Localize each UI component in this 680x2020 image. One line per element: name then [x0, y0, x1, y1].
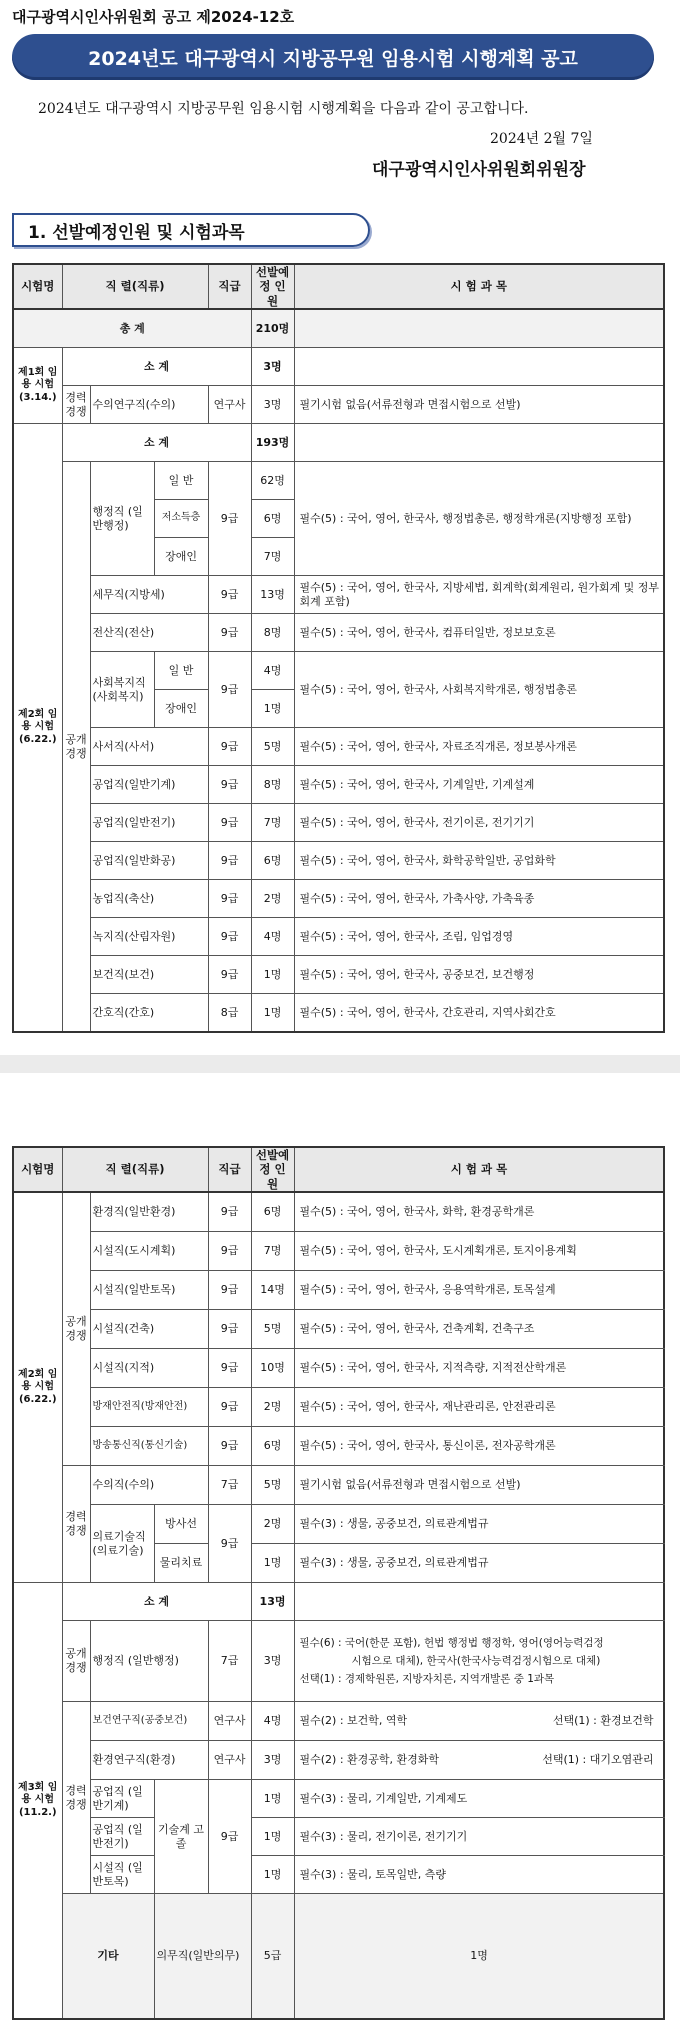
- col-subjects-header: 시 험 과 목: [294, 1147, 664, 1192]
- row-position: 방송통신직(통신기술): [90, 1427, 208, 1466]
- table-row: [13, 728, 664, 766]
- tech-subjects: 필수(3) : 물리, 기계일반, 기계제도: [294, 1780, 664, 1818]
- row-grade: 9급: [208, 1271, 251, 1310]
- exam3-subtotal-label: 소 계: [62, 1583, 251, 1621]
- health-research-position: 보건연구직(공중보건): [90, 1702, 208, 1741]
- row-position: 녹지직(산림자원): [90, 918, 208, 956]
- tech-qualification: 기술계 고 졸: [154, 1780, 208, 1894]
- admin-count-disabled: 7명: [251, 538, 294, 576]
- table-row: [13, 386, 664, 424]
- row-count: 1명: [251, 994, 294, 1033]
- row-position: 농업직(축산): [90, 880, 208, 918]
- row-grade: 9급: [208, 1232, 251, 1271]
- other-position: 의무직(일반의무): [154, 1894, 251, 2019]
- total-label: 총 계: [13, 309, 251, 348]
- welfare-position: 사회복지직 (사회복지): [90, 652, 154, 728]
- table-row: [13, 1621, 664, 1702]
- row-count: 4명: [251, 918, 294, 956]
- col-position-header: 직 렬(직류): [62, 264, 208, 309]
- exam3-subtotal-empty: [294, 1583, 664, 1621]
- env-research-subjects: [294, 1741, 664, 1780]
- col-grade-header: 직급: [208, 264, 251, 309]
- row-grade: 9급: [208, 766, 251, 804]
- admin-count-general: 62명: [251, 462, 294, 500]
- page-separator: [0, 1055, 680, 1073]
- col-count-header: 선발예정 인 원: [251, 264, 294, 309]
- exam3-admin-grade: 7급: [208, 1621, 251, 1702]
- row-count: 5명: [251, 728, 294, 766]
- row-position: 시설직(일반토목): [90, 1271, 208, 1310]
- exam2-name-p2: 제2회 임용 시험 (6.22.): [13, 1192, 62, 1583]
- computer-position: 전산직(전산): [90, 614, 208, 652]
- table-header-row: [13, 1147, 664, 1192]
- row-subjects: 필수(5) : 국어, 영어, 한국사, 간호관리, 지역사회간호: [294, 994, 664, 1033]
- table-row: [13, 652, 664, 690]
- exam1-subjects: 필기시험 없음(서류전형과 면접시험으로 선발): [294, 386, 664, 424]
- tech-count: 1명: [251, 1856, 294, 1894]
- col-position-header: 직 렬(직류): [62, 1147, 208, 1192]
- row-grade: 9급: [208, 1310, 251, 1349]
- col-count-header: 선발예정 인 원: [251, 1147, 294, 1192]
- admin-sub-disabled: 장애인: [154, 538, 208, 576]
- exam2-subtotal: 193명: [251, 424, 294, 462]
- table-row: [13, 1310, 664, 1349]
- notice-number: 대구광역시인사위원회 공고 제2024-12호: [12, 8, 295, 26]
- admin-sub-lowincome: 저소득층: [154, 500, 208, 538]
- exam1-grade: 연구사: [208, 386, 251, 424]
- admin-count-lowincome: 6명: [251, 500, 294, 538]
- row-position: 방재안전직(방재안전): [90, 1388, 208, 1427]
- env-research-position: 환경연구직(환경): [90, 1741, 208, 1780]
- row-subjects: 필수(5) : 국어, 영어, 한국사, 응용역학개론, 토목설계: [294, 1271, 664, 1310]
- exam2-type: 공개 경쟁: [62, 462, 90, 1033]
- exam2-subtotal-empty: [294, 424, 664, 462]
- row-count: 6명: [251, 1427, 294, 1466]
- vet-count: 5명: [251, 1466, 294, 1505]
- medtech-subjects-physio: 필수(3) : 생물, 공중보건, 의료관계법규: [294, 1544, 664, 1583]
- table-row: [13, 766, 664, 804]
- table-row: [13, 462, 664, 500]
- table-row: [13, 1741, 664, 1780]
- medtech-count-radiology: 2명: [251, 1505, 294, 1544]
- col-grade-header: 직급: [208, 1147, 251, 1192]
- row-grade: 9급: [208, 1427, 251, 1466]
- row-position: 시설직(도시계획): [90, 1232, 208, 1271]
- row-subjects: 필수(5) : 국어, 영어, 한국사, 건축계획, 건축구조: [294, 1310, 664, 1349]
- admin-sub-general: 일 반: [154, 462, 208, 500]
- row-grade: 9급: [208, 1349, 251, 1388]
- welfare-grade: 9급: [208, 652, 251, 728]
- table-row: [13, 1232, 664, 1271]
- exam3-admin-count: 3명: [251, 1621, 294, 1702]
- welfare-subjects: 필수(5) : 국어, 영어, 한국사, 사회복지학개론, 행정법총론: [294, 652, 664, 728]
- table-row: [13, 842, 664, 880]
- exam3-admin-subjects: [294, 1621, 664, 1702]
- welfare-count-general: 4명: [251, 652, 294, 690]
- computer-grade: 9급: [208, 614, 251, 652]
- row-grade: 9급: [208, 880, 251, 918]
- table-row: [13, 880, 664, 918]
- table-row: [13, 1818, 664, 1856]
- table-header-row: [13, 264, 664, 309]
- subjects-required: 필수(2) : 보건학, 역학: [299, 1714, 408, 1728]
- table-row: [13, 1702, 664, 1741]
- row-count: 1명: [251, 956, 294, 994]
- exam1-name: 제1회 임용 시험 (3.14.): [13, 348, 62, 424]
- tax-subjects: 필수(5) : 국어, 영어, 한국사, 지방세법, 회계학(회계원리, 원가회계 및 정부회계 포함): [294, 576, 664, 614]
- table-row: [13, 1388, 664, 1427]
- computer-subjects: 필수(5) : 국어, 영어, 한국사, 컴퓨터일반, 정보보호론: [294, 614, 664, 652]
- title-banner: 2024년도 대구광역시 지방공무원 임용시험 시행계획 공고: [12, 34, 654, 80]
- row-count: 2명: [251, 880, 294, 918]
- env-research-grade: 연구사: [208, 1741, 251, 1780]
- exam1-position: 수의연구직(수의): [90, 386, 208, 424]
- tax-grade: 9급: [208, 576, 251, 614]
- medtech-grade: 9급: [208, 1505, 251, 1583]
- exam3-admin-position: 행정직 (일반행정): [90, 1621, 208, 1702]
- health-research-subjects: [294, 1702, 664, 1741]
- exam3-name: 제3회 임용 시험 (11.2.): [13, 1583, 62, 2019]
- row-position: 보건직(보건): [90, 956, 208, 994]
- tech-subjects: 필수(3) : 물리, 토목일반, 측량: [294, 1856, 664, 1894]
- table-row: [13, 1271, 664, 1310]
- welfare-sub-general: 일 반: [154, 652, 208, 690]
- subjects-line: 선택(1) : 경제학원론, 지방자치론, 지역개발론 중 1과목: [299, 1673, 555, 1686]
- row-position: 시설직(지적): [90, 1349, 208, 1388]
- subjects-line: 필수(6) : 국어(한문 포함), 헌법 행정법 행정학, 영어(영어능력검정: [299, 1636, 604, 1649]
- exam1-count: 3명: [251, 386, 294, 424]
- env-research-count: 3명: [251, 1741, 294, 1780]
- tech-count: 1명: [251, 1780, 294, 1818]
- subjects-elective: 선택(1) : 대기오염관리: [542, 1753, 654, 1767]
- row-subjects: 필수(5) : 국어, 영어, 한국사, 도시계획개론, 토지이용계획: [294, 1232, 664, 1271]
- admin-subjects: 필수(5) : 국어, 영어, 한국사, 행정법총론, 행정학개론(지방행정 포함): [294, 462, 664, 576]
- table-row: [13, 1466, 664, 1505]
- exam1-type: 경력 경쟁: [62, 386, 90, 424]
- table-row: [13, 1856, 664, 1894]
- table-row: [13, 918, 664, 956]
- exam1-subtotal-empty: [294, 348, 664, 386]
- section-heading: 1. 선발예정인원 및 시험과목: [12, 213, 370, 247]
- tech-position: 공업직 (일반전기): [90, 1818, 154, 1856]
- other-grade: 5급: [251, 1894, 294, 2019]
- col-exam-header: 시험명: [13, 1147, 62, 1192]
- other-name: 기타: [62, 1894, 154, 2019]
- exam2-subtotal-label: 소 계: [62, 424, 251, 462]
- vet-position: 수의직(수의): [90, 1466, 208, 1505]
- row-count: 7명: [251, 1232, 294, 1271]
- row-subjects: 필수(5) : 국어, 영어, 한국사, 가축사양, 가축육종: [294, 880, 664, 918]
- table-row: [13, 804, 664, 842]
- intro-text: 2024년도 대구광역시 지방공무원 임용시험 시행계획을 다음과 같이 공고합니다.: [38, 101, 529, 117]
- total-count: 210명: [251, 309, 294, 348]
- health-research-count: 4명: [251, 1702, 294, 1741]
- tech-count: 1명: [251, 1818, 294, 1856]
- medtech-sub-radiology: 방사선: [154, 1505, 208, 1544]
- medtech-count-physio: 1명: [251, 1544, 294, 1583]
- tech-position: 공업직 (일반기계): [90, 1780, 154, 1818]
- exam3-subtotal-row: [13, 1583, 664, 1621]
- announcement-date: 2024년 2월 7일: [490, 131, 593, 147]
- row-subjects: 필수(5) : 국어, 영어, 한국사, 기계일반, 기계설계: [294, 766, 664, 804]
- table-row: [13, 1505, 664, 1544]
- signer-title: 대구광역시인사위원회위원장: [372, 160, 586, 180]
- exam2-career-type-p2: 경력 경쟁: [62, 1466, 90, 1583]
- subjects-line: 시험으로 대체), 한국사(한국사능력검정시험으로 대체): [351, 1654, 601, 1667]
- row-grade: 9급: [208, 728, 251, 766]
- row-position: 공업직(일반기계): [90, 766, 208, 804]
- exam3-career-type: 경력 경쟁: [62, 1702, 90, 1894]
- row-grade: 9급: [208, 804, 251, 842]
- row-subjects: 필수(5) : 국어, 영어, 한국사, 공중보건, 보건행정: [294, 956, 664, 994]
- tech-subjects: 필수(3) : 물리, 전기이론, 전기기기: [294, 1818, 664, 1856]
- medtech-position: 의료기술직 (의료기술): [90, 1505, 154, 1583]
- row-position: 간호직(간호): [90, 994, 208, 1033]
- exam2-subtotal-row: [13, 424, 664, 462]
- exam3-subtotal: 13명: [251, 1583, 294, 1621]
- vet-grade: 7급: [208, 1466, 251, 1505]
- row-subjects: 필수(5) : 국어, 영어, 한국사, 전기이론, 전기기기: [294, 804, 664, 842]
- table-row: [13, 1427, 664, 1466]
- total-row: [13, 309, 664, 348]
- row-grade: 8급: [208, 994, 251, 1033]
- exam3-open-type: 공개 경쟁: [62, 1621, 90, 1702]
- subjects-elective: 선택(1) : 환경보건학: [552, 1714, 654, 1728]
- other-row: [13, 1894, 664, 2019]
- row-count: 10명: [251, 1349, 294, 1388]
- row-grade: 9급: [208, 842, 251, 880]
- exam-table-page1: [12, 263, 665, 1033]
- row-count: 2명: [251, 1388, 294, 1427]
- row-subjects: 필수(5) : 국어, 영어, 한국사, 자료조직개론, 정보봉사개론: [294, 728, 664, 766]
- welfare-count-disabled: 1명: [251, 690, 294, 728]
- col-subjects-header: 시 험 과 목: [294, 264, 664, 309]
- exam2-name: 제2회 임용 시험 (6.22.): [13, 424, 62, 1033]
- medtech-sub-physio: 물리치료: [154, 1544, 208, 1583]
- row-position: 환경직(일반환경): [90, 1192, 208, 1232]
- row-grade: 9급: [208, 918, 251, 956]
- tech-grade: 9급: [208, 1780, 251, 1894]
- exam2-open-type-p2: 공개 경쟁: [62, 1192, 90, 1466]
- tax-position: 세무직(지방세): [90, 576, 208, 614]
- row-subjects: 필수(5) : 국어, 영어, 한국사, 재난관리론, 안전관리론: [294, 1388, 664, 1427]
- admin-position: 행정직 (일반행정): [90, 462, 154, 576]
- table-row: [13, 614, 664, 652]
- table-row: [13, 1349, 664, 1388]
- health-research-grade: 연구사: [208, 1702, 251, 1741]
- table-row: [13, 994, 664, 1033]
- row-count: 5명: [251, 1310, 294, 1349]
- row-grade: 9급: [208, 1388, 251, 1427]
- table-row: [13, 1780, 664, 1818]
- subjects-required: 필수(2) : 환경공학, 환경화학: [299, 1753, 440, 1767]
- welfare-sub-disabled: 장애인: [154, 690, 208, 728]
- col-exam-header: 시험명: [13, 264, 62, 309]
- row-position: 사서직(사서): [90, 728, 208, 766]
- row-count: 6명: [251, 1192, 294, 1232]
- row-grade: 9급: [208, 956, 251, 994]
- exam1-subtotal: 3명: [251, 348, 294, 386]
- total-empty: [294, 309, 664, 348]
- row-subjects: 필수(5) : 국어, 영어, 한국사, 지적측량, 지적전산학개론: [294, 1349, 664, 1388]
- table-row: [13, 956, 664, 994]
- exam1-subtotal-row: [13, 348, 664, 386]
- row-count: 14명: [251, 1271, 294, 1310]
- row-position: 공업직(일반전기): [90, 804, 208, 842]
- tax-count: 13명: [251, 576, 294, 614]
- row-subjects: 필수(5) : 국어, 영어, 한국사, 화학공학일반, 공업화학: [294, 842, 664, 880]
- row-subjects: 필수(5) : 국어, 영어, 한국사, 화학, 환경공학개론: [294, 1192, 664, 1232]
- row-count: 7명: [251, 804, 294, 842]
- row-grade: 9급: [208, 1192, 251, 1232]
- row-subjects: 필수(5) : 국어, 영어, 한국사, 통신이론, 전자공학개론: [294, 1427, 664, 1466]
- table-row: [13, 1192, 664, 1232]
- other-count: 1명: [294, 1894, 664, 2019]
- tech-position: 시설직 (일반토목): [90, 1856, 154, 1894]
- row-subjects: 필수(5) : 국어, 영어, 한국사, 조림, 임업경영: [294, 918, 664, 956]
- admin-grade: 9급: [208, 462, 251, 576]
- computer-count: 8명: [251, 614, 294, 652]
- row-position: 시설직(건축): [90, 1310, 208, 1349]
- vet-subjects: 필기시험 없음(서류전형과 면접시험으로 선발): [294, 1466, 664, 1505]
- table-row: [13, 576, 664, 614]
- row-position: 공업직(일반화공): [90, 842, 208, 880]
- row-count: 8명: [251, 766, 294, 804]
- medtech-subjects-radiology: 필수(3) : 생물, 공중보건, 의료관계법규: [294, 1505, 664, 1544]
- exam1-subtotal-label: 소 계: [62, 348, 251, 386]
- row-count: 6명: [251, 842, 294, 880]
- exam-table-page2: [12, 1146, 665, 2020]
